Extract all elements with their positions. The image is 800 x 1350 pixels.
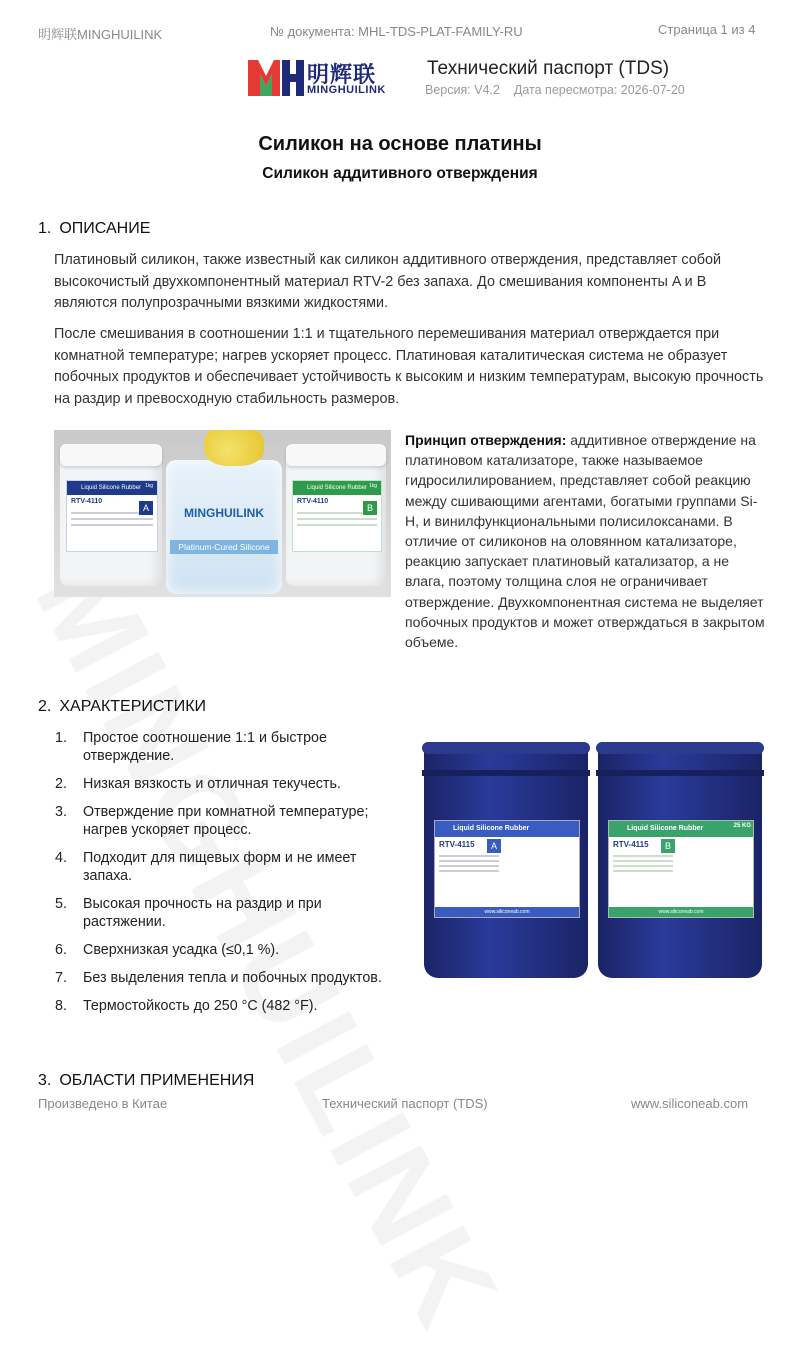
list-item: 2. Низкая вязкость и отличная текучесть. <box>55 776 341 792</box>
list-item: 3. Отверждение при комнатной температуре; нагрев ускоряет процесс. <box>55 804 369 838</box>
jar-center-sub: Platinum-Cured Silicone <box>170 540 278 554</box>
footer-origin: Произведено в Китае <box>38 1096 168 1111</box>
jar-a-weight: 1kg <box>144 483 153 489</box>
section-3-number: 3. <box>38 1072 52 1089</box>
description-paragraph-2: После смешивания в соотношении 1:1 и тщательного перемешивания материал отверждается при комнатной температуре; нагрев ускоряет процесс. Платиновая каталитическая система не образует побочных продуктов и обеспечивает устойчивость к высоким и низким температурам, высокую прочность на раздир и превосходную стабильность размеров. <box>54 326 764 407</box>
jar-part-a <box>60 450 162 586</box>
pail-part-a <box>424 742 588 978</box>
tds-title: Технический паспорт (TDS) <box>427 58 670 79</box>
description-paragraph-1: Платиновый силикон, также известный как силикон аддитивного отверждения, представляет собой высокочистый двухкомпонентный материал RTV-2 без запаха. До смешивания компоненты A и B являются полупрозрачными вязкими жидкостями. <box>54 252 722 311</box>
tds-version-line <box>425 83 699 97</box>
product-photo-pails <box>410 738 770 982</box>
jar-mixed-silicone <box>166 460 282 594</box>
section-1-heading <box>38 220 150 238</box>
features-list <box>55 729 385 1025</box>
jar-part-b <box>286 450 386 586</box>
yellow-cup <box>204 430 264 466</box>
product-photo-jars <box>54 430 391 597</box>
pail-a-label-title: Liquid Silicone Rubber <box>435 821 579 837</box>
pail-a-part: A <box>487 839 501 853</box>
section-3-heading <box>38 1072 254 1090</box>
version: Версия: V4.2 <box>425 83 500 97</box>
footer-doc-type: Технический паспорт (TDS) <box>322 1096 488 1111</box>
pail-part-b <box>598 742 762 978</box>
jar-b-weight: 1kg <box>368 483 377 489</box>
pail-weight: 25 KG <box>733 823 751 829</box>
list-item: 5. Высокая прочность на раздир и при растяжении. <box>55 896 322 930</box>
page-title: Силикон на основе платины <box>258 133 542 155</box>
jar-center-brand: MINGHUILINK <box>184 506 264 520</box>
pail-b-site: www.siliconeab.com <box>609 907 753 917</box>
pail-b-part: B <box>661 839 675 853</box>
document-number: № документа: MHL-TDS-PLAT-FAMILY-RU <box>270 24 523 39</box>
logo-chinese-name: 明辉联 <box>307 62 377 87</box>
page-subtitle: Силикон аддитивного отверждения <box>262 165 538 182</box>
pail-a-code: RTV-4115 <box>439 840 475 849</box>
logo-english-name: MINGHUILINK <box>307 84 386 96</box>
jar-b-code: RTV-4110 <box>297 498 329 505</box>
pail-a-site: www.siliconeab.com <box>435 907 579 917</box>
section-3-title: ОБЛАСТИ ПРИМЕНЕНИЯ <box>59 1072 255 1089</box>
curing-principle <box>405 430 765 652</box>
curing-principle-text: аддитивное отверждение на платиновом катализаторе, также называемое гидросилилированием, представляет собой реакцию между сшивающими агентами, богатыми группами Si-H, и винилфункциональными полисилоксанами. В отличие от силиконов на оловянном катализаторе, реакцию запускает платиновый катализатор, а не влага, поэтому толщина слоя не ограничивает отверждение. Двухкомпонентная система не выделяет побочных продуктов и может отверждаться в закрытом объеме. <box>405 432 765 651</box>
section-2-title: ХАРАКТЕРИСТИКИ <box>59 698 207 715</box>
list-item: 4. Подходит для пищевых форм и не имеет запаха. <box>55 850 357 884</box>
jar-b-label-title: Liquid Silicone Rubber <box>293 481 381 495</box>
pail-b-code: RTV-4115 <box>613 840 649 849</box>
page-indicator: Страница 1 из 4 <box>658 22 756 37</box>
section-2-number: 2. <box>38 698 52 715</box>
pail-b-label-title: Liquid Silicone Rubber <box>609 821 753 837</box>
jar-b-part: B <box>363 501 377 515</box>
list-item: 1. Простое соотношение 1:1 и быстрое отверждение. <box>55 730 327 764</box>
list-item: 6. Сверхнизкая усадка (≤0,1 %). <box>55 942 280 958</box>
jar-a-part: A <box>139 501 153 515</box>
curing-principle-label: Принцип отверждения: <box>405 432 567 448</box>
header-brand: 明辉联MINGHUILINK <box>38 27 163 42</box>
list-item: 8. Термостойкость до 250 °C (482 °F). <box>55 998 318 1014</box>
footer-website-link[interactable]: www.siliconeab.com <box>631 1096 749 1111</box>
section-1-number: 1. <box>38 220 52 237</box>
list-item: 7. Без выделения тепла и побочных продуктов. <box>55 970 382 986</box>
section-1-title: ОПИСАНИЕ <box>59 220 151 237</box>
jar-a-label-title: Liquid Silicone Rubber <box>67 481 157 495</box>
minghuilink-logo-icon <box>246 56 306 98</box>
jar-a-code: RTV-4110 <box>71 498 103 505</box>
section-2-heading <box>38 698 206 716</box>
revision-date: Дата пересмотра: 2026-07-20 <box>513 83 685 97</box>
